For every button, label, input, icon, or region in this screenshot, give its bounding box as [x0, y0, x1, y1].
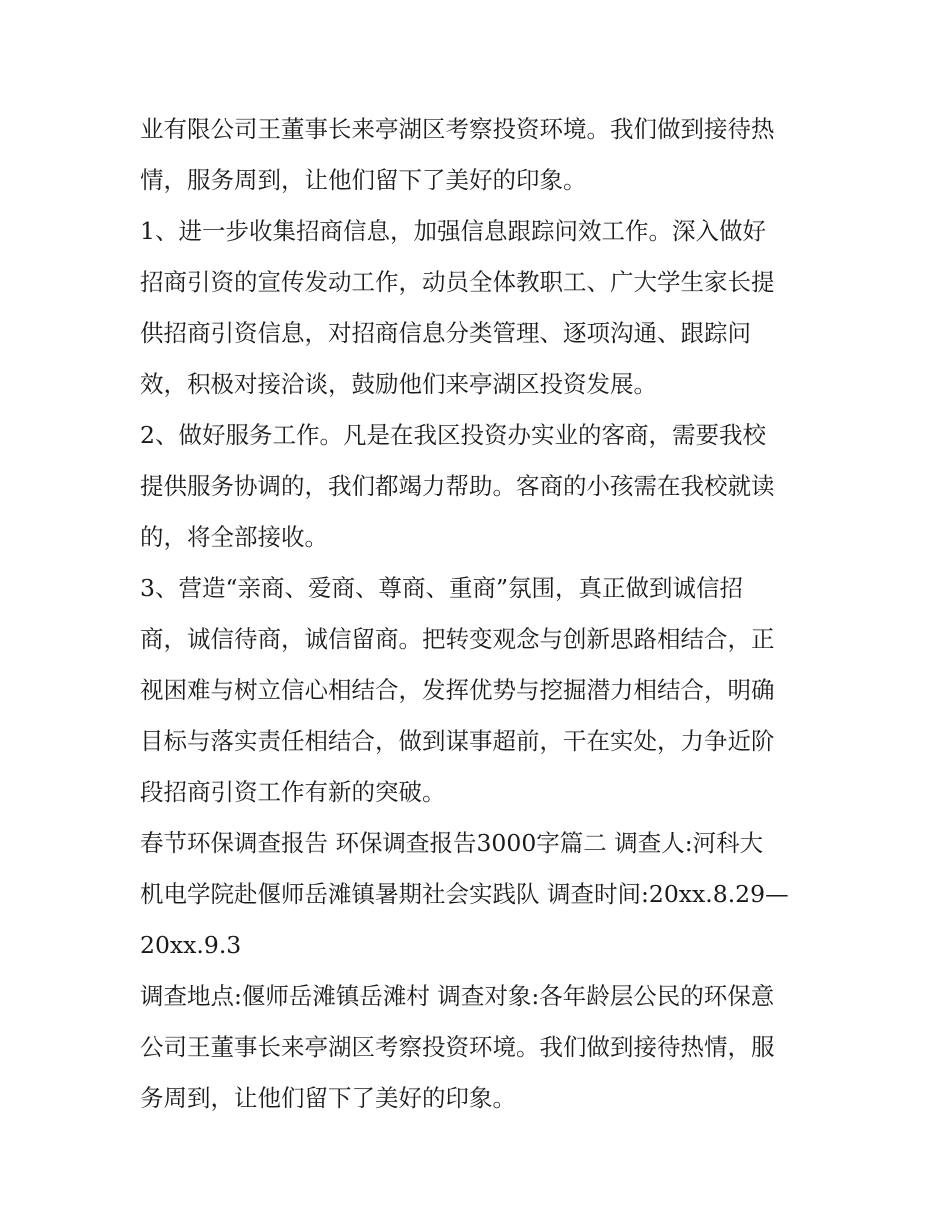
text-line: 调查地点:偃师岳滩镇岳滩村 调查对象:各年龄层公民的环保意 [140, 982, 775, 1010]
text-line: 3、营造“亲商、爱商、尊商、重商”氛围，真正做到诚信招 [140, 574, 743, 602]
text-line: 目标与落实责任相结合，做到谋事超前，干在实处，力争近阶 [140, 727, 775, 755]
text-line: 业有限公司王董事长来亭湖区考察投资环境。我们做到接待热 [140, 115, 775, 143]
text-line: 供招商引资信息，对招商信息分类管理、逐项沟通、跟踪问 [140, 319, 751, 347]
text-line: 春节环保调查报告 环保调查报告3000字篇二 调查人:河科大 [140, 829, 764, 857]
text-line: 视困难与树立信心相结合，发挥优势与挖掘潜力相结合，明确 [140, 676, 775, 704]
text-line: 效，积极对接洽谈，鼓励他们来亭湖区投资发展。 [140, 370, 657, 398]
text-line: 商，诚信待商，诚信留商。把转变观念与创新思路相结合，正 [140, 625, 775, 653]
text-line: 招商引资的宣传发动工作，动员全体教职工、广大学生家长提 [140, 268, 775, 296]
text-line: 公司王董事长来亭湖区考察投资环境。我们做到接待热情，服 [140, 1033, 775, 1061]
text-line: 2、做好服务工作。凡是在我区投资办实业的客商，需要我校 [140, 421, 766, 449]
text-line: 情，服务周到，让他们留下了美好的印象。 [140, 166, 587, 194]
text-line: 机电学院赴偃师岳滩镇暑期社会实践队 调查时间:20xx.8.29— [140, 880, 789, 908]
text-line: 提供服务协调的，我们都竭力帮助。客商的小孩需在我校就读 [140, 472, 775, 500]
text-line: 务周到，让他们留下了美好的印象。 [140, 1084, 516, 1112]
text-line: 1、进一步收集招商信息，加强信息跟踪问效工作。深入做好 [140, 217, 766, 245]
text-line: 的，将全部接收。 [140, 523, 328, 551]
document-body [140, 104, 820, 1124]
text-line: 段招商引资工作有新的突破。 [140, 778, 446, 806]
text-line: 20xx.9.3 [140, 931, 242, 959]
